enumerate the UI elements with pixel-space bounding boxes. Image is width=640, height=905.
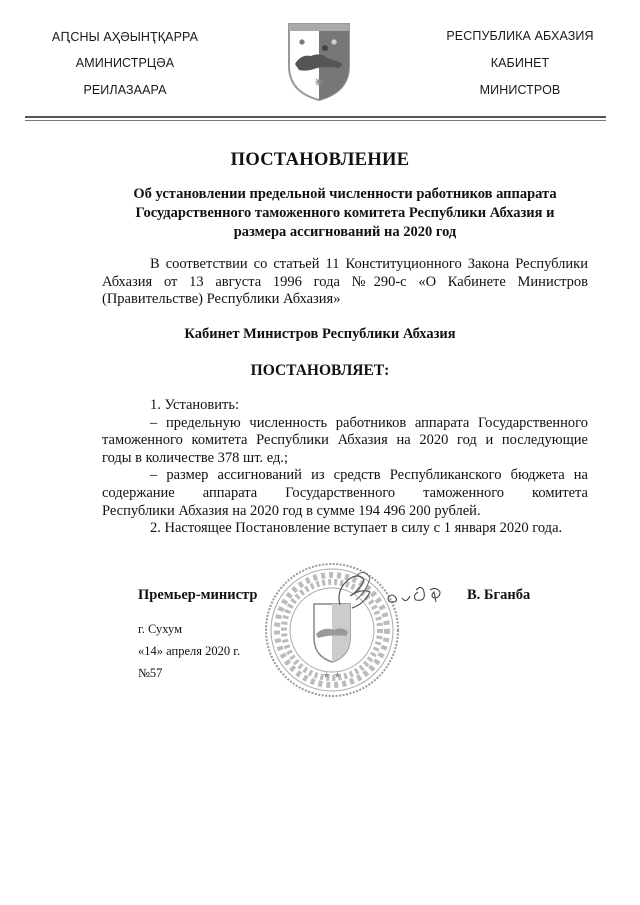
subtitle-line-3: размера ассигнований на 2020 год [233,224,457,240]
svg-text:★ ★: ★ ★ [322,671,342,681]
document-number: №57 [138,666,163,680]
body-line-4: годы в количестве 378 шт. ед.; [102,449,288,466]
letterhead-right-line-2: КАБИНЕТ [490,56,550,70]
preamble [102,256,588,309]
resolves-heading: ПОСТАНОВЛЯЕТ: [250,362,390,379]
subtitle-line-2: Государственного таможенного комитета Республики Абхазия и [135,205,555,221]
body-line-8: 2. Настоящее Постановление вступает в силу с 1 января 2020 года. [150,520,563,537]
letterhead-divider [25,116,606,121]
issue-city: г. Сухум [138,622,183,636]
handwritten-signature-icon [330,570,450,615]
issue-date: «14» апреля 2020 г. [138,644,241,658]
coat-of-arms-icon [287,22,351,102]
preamble-line-1: В соответствии со статьей 11 Конституционного Закона Республики [150,256,588,272]
body-line-3: таможенного комитета Республики Абхазия на 2020 год и последующие [102,432,588,449]
document-subtitle [102,185,588,242]
letterhead-right [420,0,620,110]
subtitle-line-1: Об установлении предельной численности работников аппарата [133,186,557,202]
document-type-title: ПОСТАНОВЛЕНИЕ [230,150,410,170]
letterhead-right-line-3: МИНИСТРОВ [479,83,561,97]
body-line-7: Республики Абхазия на 2020 год в сумме 194 496 200 рублей. [102,502,481,519]
signatory-name: В. Бганба [467,587,531,603]
letterhead-left-line-1: АԤСНЫ АҲӘЫНҬҚАРРА [51,30,199,44]
letterhead-left-line-2: АМИНИСТРЦӘА [75,56,175,70]
issuing-body: Кабинет Министров Республики Абхазия [184,326,456,342]
body-line-6: содержание аппарата Государственного таможенного комитета [102,484,588,501]
body-line-1: 1. Установить: [150,397,240,413]
letterhead-left-line-3: РЕИЛАЗААРА [83,83,167,97]
preamble-line-2: Абхазия от 13 августа 1996 года №290-с «О Кабинете Министров [102,273,588,290]
preamble-line-3: (Правительстве) Республики Абхазия» [102,291,341,308]
signatory-role: Премьер-министр [138,587,258,603]
letterhead-left [30,0,220,110]
resolution-body [102,397,588,538]
body-line-2: – предельную численность работников аппарата Государственного [150,414,588,431]
letterhead-right-line-1: РЕСПУБЛИКА АБХАЗИЯ [446,29,594,43]
body-line-5: – размер ассигнований из средств Республиканского бюджета на [150,467,588,484]
